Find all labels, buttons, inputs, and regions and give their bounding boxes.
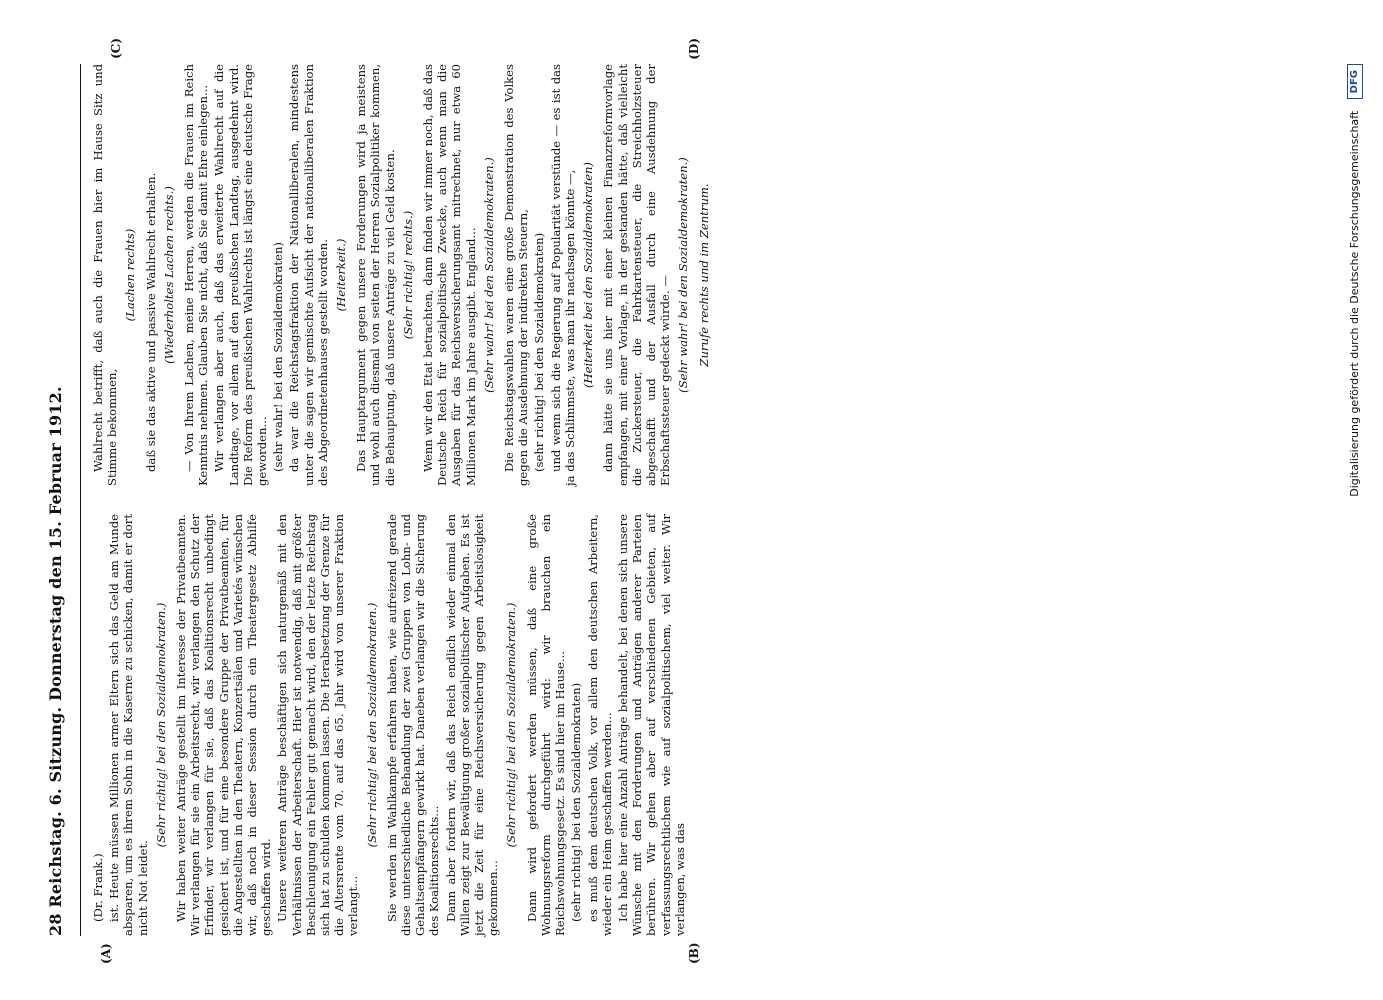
- right-text-4: — Von Ihrem Lachen, meine Herren, werden die Frauen im Reich Kenntnis nehmen. Glauben Sie nicht, daß Sie damit Ehre einlegen...: [182, 64, 211, 486]
- right-text-9: Das Hauptargument gegen unsere Forderungen wird ja meistens und wohl auch diesmal von seiten der Herren Sozialpolitiker kommen, die Behauptung, daß unsere Anträge zu viel Geld kosten.: [354, 64, 397, 486]
- right-column-content: [91, 64, 711, 486]
- left-text-11: es muß dem deutschen Volk, vor allem den deutschen Arbeitern, wieder ein Heim geschaffen werden...: [585, 514, 614, 936]
- left-text-9: Dann wird gefordert werden müssen, daß eine große Wohnungsreform durchgeführt wird: wir brauchen ein Reichswohnungsgesetz. Es sind hier im Hause...: [524, 514, 568, 936]
- right-text-1: (Lachen rechts): [123, 228, 138, 322]
- left-text-4: Unsere weiteren Anträge beschäftigen sich naturgemäß mit den Verhältnissen der Arbeiterschaft. Hier ist notwendig, daß mit größter Beschleunigung ein Fehler gut gemacht wird, den der letzte Reichstag sich hat zu schulden kommen lassen. Die Herabsetzung der Grenze für die Altersrente vom 70. auf das 65. Jahr wird von unserer Fraktion verlangt...: [275, 514, 361, 936]
- digitization-note: [1347, 64, 1363, 497]
- right-text-5: Wir verlangen aber auch, daß das erweiterte Wahlrecht auf die Landtage, vor allem auf den preußischen Landtag, ausgedehnt wird. Die Reform des preußischen Wahlrechts ist längst eine deutsche Frage geworden...: [212, 64, 270, 486]
- left-text-6: Sie werden im Wahlkampfe erfahren haben, wie aufreizend gerade diese unterschiedliche Behandlung der zwei Gruppen von Lohn- und Gehaltsempfängern gewirkt hat. Daneben verlangen wir die Sicherung des Koalitionsrechts...: [384, 514, 442, 936]
- marker-a: (A): [99, 943, 113, 964]
- left-text-3: Wir haben weiter Anträge gestellt im Interesse der Privatbeamten. Wir verlangen für sie ein Arbeitsrecht, wir verlangen den Schutz der Erfinder, wir verlangen für sie, daß das Koalitionsrecht unbedingt gesichert ist, und für eine besondere Gruppe der Privatbeamten, für die Angestellten in den Theatern, Konzertsälen und Varietés wünschen wir, daß noch in dieser Session durch ein Theatergesetz Abhilfe geschaffen wird.: [174, 514, 274, 936]
- right-text-7: da war die Reichstagsfraktion der Nationalliberalen, mindestens unter die sagen wir gemischte Aufsicht der nationalliberalen Fraktion des Abgeordnetenhauses gestellt worden.: [287, 64, 330, 486]
- right-text-14: (sehr richtig! bei den Sozialdemokraten): [532, 232, 547, 472]
- header-left: 28 Reichstag. 6. Sitzung. Donnerstag den 15. Februar 1912.: [46, 386, 65, 936]
- right-text-19: Zurufe rechts und im Zentrum.: [696, 183, 711, 367]
- left-text-1: ist. Heute müssen Millionen armer Eltern sich das Geld am Munde absparen, um es ihrem Sohn in die Kaserne zu schicken, damit er dort nicht Not leidet.: [107, 514, 150, 936]
- header-rule: [80, 64, 81, 936]
- right-text-2: daß sie das aktive und passive Wahlrecht erhalten.: [143, 172, 158, 472]
- marker-c: (C): [109, 38, 123, 59]
- right-text-17: dann hätte sie uns hier mit einer kleinen Finanzreformvorlage empfangen, mit einer Vorlage, in der gestanden hätte, daß vielleicht die Zuckersteuer, die Fahrkartensteuer, die Streichholzsteuer abgeschafft und der Ausfall durch eine Ausdehnung der Erbschaftssteuer gedeckt würde. —: [601, 64, 673, 486]
- left-text-7: Dann aber fordern wir, daß das Reich endlich wieder einmal den Willen zeigt zur Bewältigung großer sozialpolitischer Aufgaben. Es ist jetzt die Zeit für eine Reichsversicherung gegen Arbeitslosigkeit gekommen...: [443, 514, 501, 936]
- right-text-3: (Wiederholtes Lachen rechts.): [161, 186, 176, 364]
- right-text-12: (Sehr wahr! bei den Sozialdemokraten.): [481, 157, 496, 393]
- left-column: [91, 514, 1331, 964]
- right-text-11: Wenn wir den Etat betrachten, dann finden wir immer noch, daß das Deutsche Reich für sozialpolitische Zwecke, auch wenn man die Ausgaben für das Reichsversicherungsamt mitrechnet, nur etwa 60 Millionen Mark im Jahre ausgibt. England...: [421, 64, 478, 486]
- left-text-0: (Dr. Frank.): [91, 853, 105, 922]
- marker-b: (B): [687, 942, 701, 964]
- marker-d: (D): [687, 38, 701, 60]
- right-text-13: Die Reichstagswahlen waren eine große Demonstration des Volkes gegen die Ausdehnung der indirekten Steuern,: [502, 64, 531, 486]
- left-text-12: Ich habe hier eine Anzahl Anträge behandelt, bei denen sich unsere Wünsche mit den Forderungen und Anträgen anderer Parteien berühren. Wir gehen aber auf verschiedenen Gebieten, auf verfassungsrechtlichem wie auf sozialpolitischem, viel weiter. Wir verlangen, was das: [615, 514, 687, 936]
- document-header: [46, 64, 74, 936]
- left-text-5: (Sehr richtig! bei den Sozialdemokraten.): [364, 602, 379, 848]
- footer: [1347, 64, 1369, 936]
- right-text-0: Wahlrecht betrifft, daß auch die Frauen hier im Hause Sitz und Stimme bekommen,: [91, 64, 120, 486]
- left-text-8: (Sehr richtig! bei den Sozialdemokraten.): [504, 602, 519, 848]
- right-text-8: (Heiterkeit.): [334, 238, 349, 312]
- right-text-10: (Sehr richtig! rechts.): [400, 210, 415, 340]
- left-column-content: [91, 514, 687, 936]
- two-column-layout: [91, 38, 1331, 964]
- right-text-16: (Heiterkeit bei den Sozialdemokraten): [581, 162, 596, 388]
- left-text-10: (sehr richtig! bei den Sozialdemokraten): [569, 682, 584, 922]
- digitization-text: Digitalisierung gefördert durch die Deutsche Forschungsgemeinschaft: [1348, 110, 1361, 497]
- right-column: [91, 38, 1331, 486]
- left-text-2: (Sehr richtig! bei den Sozialdemokraten.): [153, 602, 168, 848]
- dfg-badge: DFG: [1347, 64, 1363, 99]
- right-text-18: (Sehr wahr! bei den Sozialdemokraten.): [676, 157, 691, 393]
- right-text-15: und wenn sich die Regierung auf Popularität verstünde — es ist das ja das Schlimmste, was man ihr nachsagen könnte —,: [548, 64, 577, 486]
- right-text-6: (sehr wahr! bei den Sozialdemokraten): [271, 242, 286, 472]
